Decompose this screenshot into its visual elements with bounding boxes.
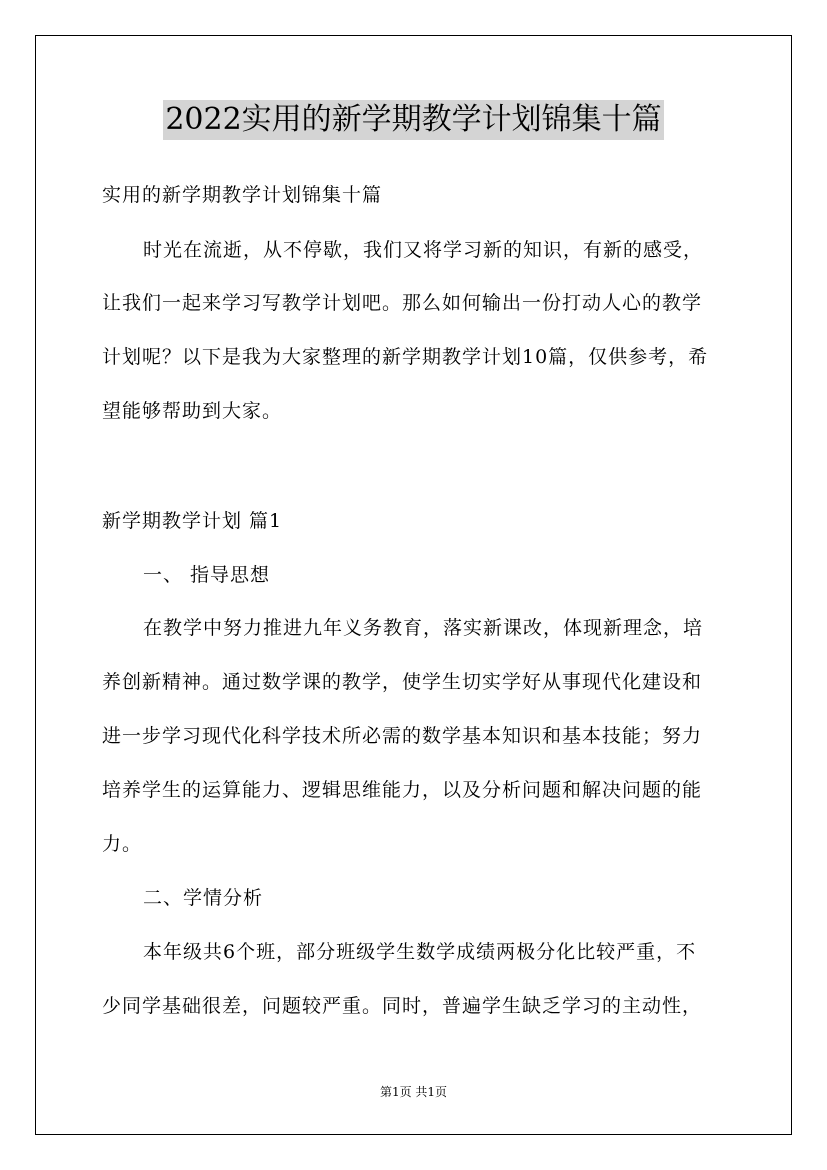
- paragraph-line: 培养学生的运算能力、逻辑思维能力，以及分析问题和解决问题的能: [102, 779, 703, 801]
- section-title: 新学期教学计划 篇1: [102, 510, 283, 532]
- intro-line: 时光在流逝，从不停歇，我们又将学习新的知识，有新的感受，: [143, 239, 704, 261]
- document-subtitle: 实用的新学期教学计划锦集十篇: [102, 184, 383, 206]
- paragraph-line: 力。: [102, 833, 143, 855]
- paragraph-line: 养创新精神。通过数学课的教学，使学生切实学好从事现代化建设和: [102, 671, 703, 693]
- intro-line: 计划呢？以下是我为大家整理的新学期教学计划10篇，仅供参考，希: [102, 346, 709, 368]
- paragraph-line: 进一步学习现代化科学技术所必需的数学基本知识和基本技能；努力: [102, 725, 703, 747]
- heading-student-analysis: 二、学情分析: [143, 887, 264, 909]
- page-footer: 第1页 共1页: [379, 1085, 448, 1099]
- heading-guiding-thought: 一、 指导思想: [143, 564, 271, 586]
- document-title: 2022实用的新学期教学计划锦集十篇: [163, 100, 663, 140]
- title-container: [0, 100, 827, 140]
- intro-line: 让我们一起来学习写教学计划吧。那么如何输出一份打动人心的教学: [102, 292, 703, 314]
- intro-line: 望能够帮助到大家。: [102, 400, 283, 422]
- paragraph-line: 在教学中努力推进九年义务教育，落实新课改，体现新理念，培: [143, 617, 704, 639]
- paragraph-line: 本年级共6个班，部分班级学生数学成绩两极分化比较严重，不: [143, 941, 697, 963]
- paragraph-line: 少同学基础很差，问题较严重。同时，普遍学生缺乏学习的主动性，: [102, 995, 703, 1017]
